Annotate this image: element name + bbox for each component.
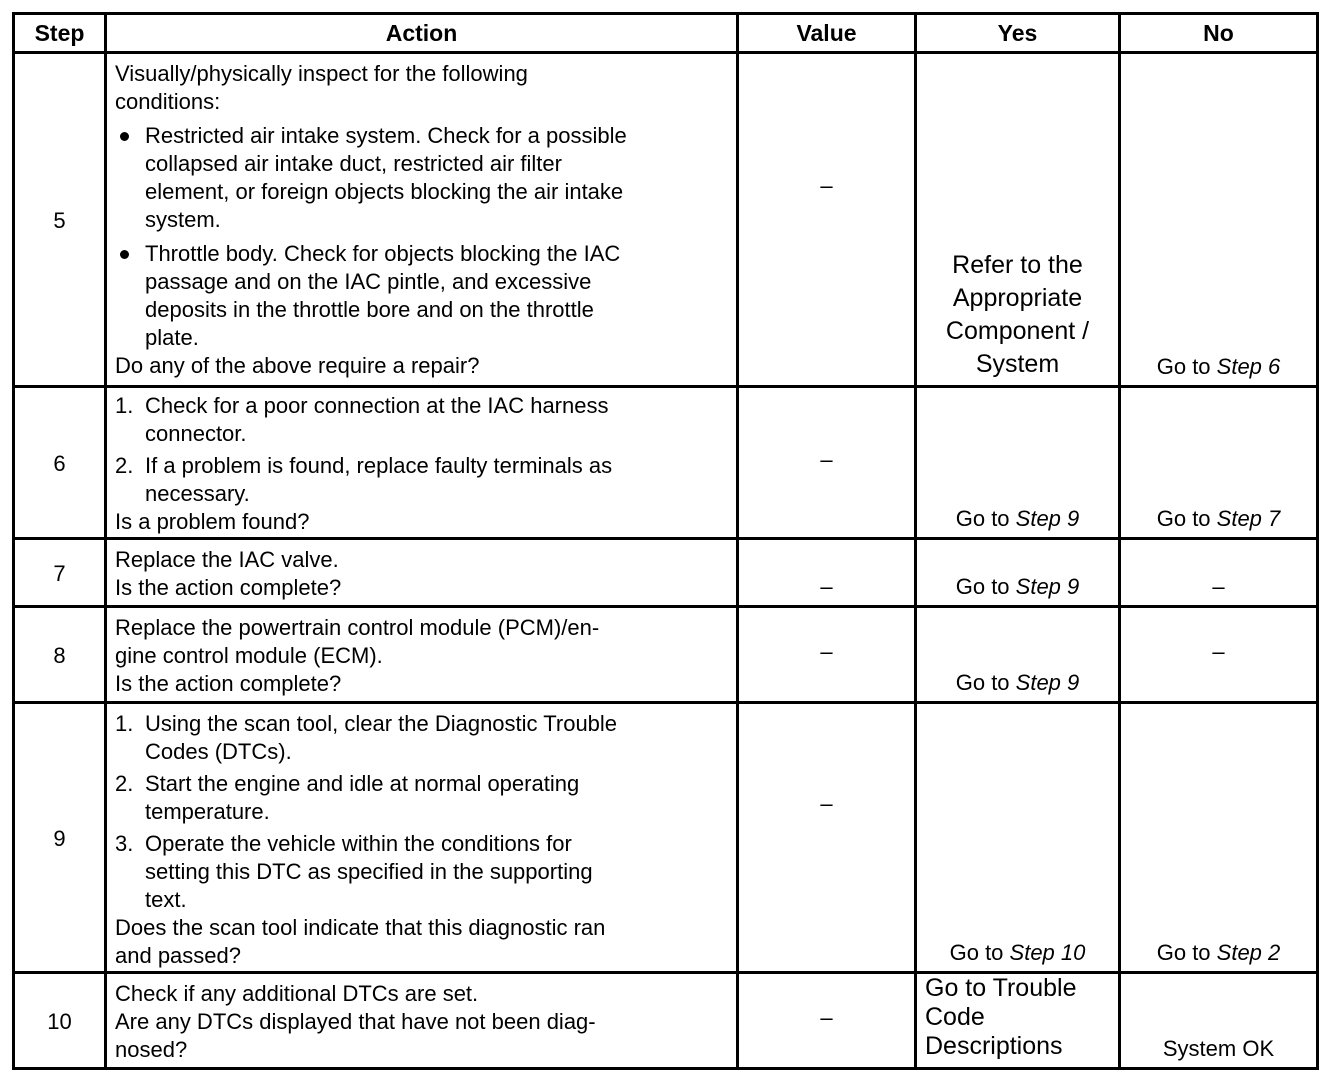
no-cell bbox=[1120, 53, 1318, 387]
no-text: – bbox=[1212, 639, 1225, 664]
value-cell bbox=[738, 973, 916, 1069]
header-no: No bbox=[1120, 14, 1318, 53]
action-text: connector. bbox=[145, 421, 247, 446]
yes-cell bbox=[916, 387, 1120, 539]
item-number: 2. bbox=[115, 453, 134, 478]
value-cell bbox=[738, 539, 916, 607]
no-step-ref: Step 2 bbox=[1216, 940, 1281, 965]
no-text: System OK bbox=[1162, 1036, 1275, 1061]
action-cell bbox=[106, 539, 738, 607]
item-number: 2. bbox=[115, 771, 134, 796]
header-step: Step bbox=[14, 14, 106, 53]
yes-step-ref: Step 9 bbox=[1015, 574, 1080, 599]
action-text: Codes (DTCs). bbox=[145, 739, 292, 764]
value-text: – bbox=[820, 447, 833, 472]
value-cell bbox=[738, 53, 916, 387]
action-question: Is a problem found? bbox=[115, 509, 310, 534]
action-text: Restricted air intake system. Check for a possible bbox=[145, 123, 627, 148]
action-cell bbox=[106, 973, 738, 1069]
header-value: Value bbox=[738, 14, 916, 53]
yes-text: Go to Trouble bbox=[925, 974, 1077, 1002]
value-text: – bbox=[820, 574, 833, 599]
value-cell bbox=[738, 387, 916, 539]
bullet-marker bbox=[120, 132, 129, 141]
action-text: Using the scan tool, clear the Diagnostic Trouble bbox=[145, 711, 618, 736]
yes-text: Descriptions bbox=[925, 1032, 1063, 1060]
action-question: Do any of the above require a repair? bbox=[115, 353, 480, 378]
no-cell bbox=[1120, 387, 1318, 539]
yes-prefix: Go to bbox=[955, 574, 1016, 599]
step-number: 6 bbox=[14, 387, 106, 539]
action-question: Is the action complete? bbox=[115, 671, 342, 696]
header-yes: Yes bbox=[916, 14, 1120, 53]
action-text: Replace the IAC valve. bbox=[115, 547, 339, 572]
action-text: Throttle body. Check for objects blocking the IAC bbox=[145, 241, 621, 266]
bullet-item bbox=[115, 122, 728, 234]
yes-text: Appropriate bbox=[952, 284, 1083, 312]
action-question: Does the scan tool indicate that this diagnostic ran bbox=[115, 915, 606, 940]
numbered-item bbox=[115, 830, 728, 914]
action-text: Start the engine and idle at normal operating bbox=[145, 771, 580, 796]
yes-text: Code bbox=[925, 1003, 985, 1031]
no-prefix: Go to bbox=[1156, 506, 1217, 531]
numbered-item bbox=[115, 452, 728, 508]
yes-cell bbox=[916, 703, 1120, 973]
no-text: – bbox=[1212, 574, 1225, 599]
yes-step-ref: Step 10 bbox=[1009, 940, 1086, 965]
action-text: element, or foreign objects blocking the air intake bbox=[145, 179, 624, 204]
header-action: Action bbox=[106, 14, 738, 53]
action-text: collapsed air intake duct, restricted air filter bbox=[145, 151, 562, 176]
table-row bbox=[14, 703, 1318, 973]
value-cell bbox=[738, 607, 916, 703]
yes-text: System bbox=[975, 350, 1060, 378]
action-text: setting this DTC as specified in the supporting bbox=[145, 859, 593, 884]
action-question: nosed? bbox=[115, 1037, 188, 1062]
no-cell bbox=[1120, 973, 1318, 1069]
action-cell bbox=[106, 703, 738, 973]
item-number: 1. bbox=[115, 711, 134, 736]
action-text: If a problem is found, replace faulty terminals as bbox=[145, 453, 613, 478]
table-row bbox=[14, 973, 1318, 1069]
yes-cell bbox=[916, 607, 1120, 703]
numbered-item bbox=[115, 392, 728, 448]
action-cell bbox=[106, 387, 738, 539]
table-row bbox=[14, 607, 1318, 703]
no-step-ref: Step 6 bbox=[1216, 354, 1281, 379]
action-text: system. bbox=[145, 207, 221, 232]
yes-prefix: Go to bbox=[955, 506, 1016, 531]
action-text: text. bbox=[145, 887, 187, 912]
step-number: 5 bbox=[14, 53, 106, 387]
yes-cell bbox=[916, 53, 1120, 387]
yes-cell bbox=[916, 539, 1120, 607]
step-number: 9 bbox=[14, 703, 106, 973]
yes-text: Component / bbox=[945, 317, 1090, 345]
action-text: necessary. bbox=[145, 481, 250, 506]
value-text: – bbox=[820, 639, 833, 664]
numbered-item bbox=[115, 710, 728, 766]
yes-prefix: Go to bbox=[955, 670, 1016, 695]
yes-prefix: Go to bbox=[949, 940, 1010, 965]
step-number: 8 bbox=[14, 607, 106, 703]
item-number: 1. bbox=[115, 393, 134, 418]
action-cell bbox=[106, 53, 738, 387]
action-text: Replace the powertrain control module (PCM)/en- bbox=[115, 615, 600, 640]
no-step-ref: Step 7 bbox=[1216, 506, 1281, 531]
no-prefix: Go to bbox=[1156, 354, 1217, 379]
step-number: 7 bbox=[14, 539, 106, 607]
action-text: conditions: bbox=[115, 89, 221, 114]
no-cell bbox=[1120, 607, 1318, 703]
action-text: Visually/physically inspect for the following bbox=[115, 61, 528, 86]
action-text: Check if any additional DTCs are set. bbox=[115, 981, 479, 1006]
numbered-item bbox=[115, 770, 728, 826]
table-row bbox=[14, 539, 1318, 607]
value-text: – bbox=[820, 1005, 833, 1030]
table-row bbox=[14, 53, 1318, 387]
action-text: gine control module (ECM). bbox=[115, 643, 383, 668]
no-cell bbox=[1120, 703, 1318, 973]
no-cell bbox=[1120, 539, 1318, 607]
value-cell bbox=[738, 703, 916, 973]
action-text: deposits in the throttle bore and on the throttle bbox=[145, 297, 594, 322]
yes-step-ref: Step 9 bbox=[1015, 506, 1080, 531]
yes-text: Refer to the bbox=[952, 251, 1083, 279]
header-row bbox=[14, 14, 1318, 53]
action-cell bbox=[106, 607, 738, 703]
bullet-marker bbox=[120, 250, 129, 259]
value-text: – bbox=[820, 173, 833, 198]
diagnostic-table bbox=[12, 12, 1319, 1070]
bullet-item bbox=[115, 240, 728, 352]
yes-step-ref: Step 9 bbox=[1015, 670, 1080, 695]
step-number: 10 bbox=[14, 973, 106, 1069]
action-text: passage and on the IAC pintle, and excessive bbox=[145, 269, 592, 294]
no-prefix: Go to bbox=[1156, 940, 1217, 965]
action-text: Operate the vehicle within the conditions for bbox=[145, 831, 572, 856]
action-question: Is the action complete? bbox=[115, 575, 342, 600]
table-row bbox=[14, 387, 1318, 539]
action-text: temperature. bbox=[145, 799, 270, 824]
action-question: Are any DTCs displayed that have not been diag- bbox=[115, 1009, 596, 1034]
yes-cell bbox=[916, 973, 1120, 1069]
action-text: Check for a poor connection at the IAC harness bbox=[145, 393, 609, 418]
value-text: – bbox=[820, 791, 833, 816]
action-question: and passed? bbox=[115, 943, 241, 968]
action-text: plate. bbox=[145, 325, 199, 350]
item-number: 3. bbox=[115, 831, 134, 856]
